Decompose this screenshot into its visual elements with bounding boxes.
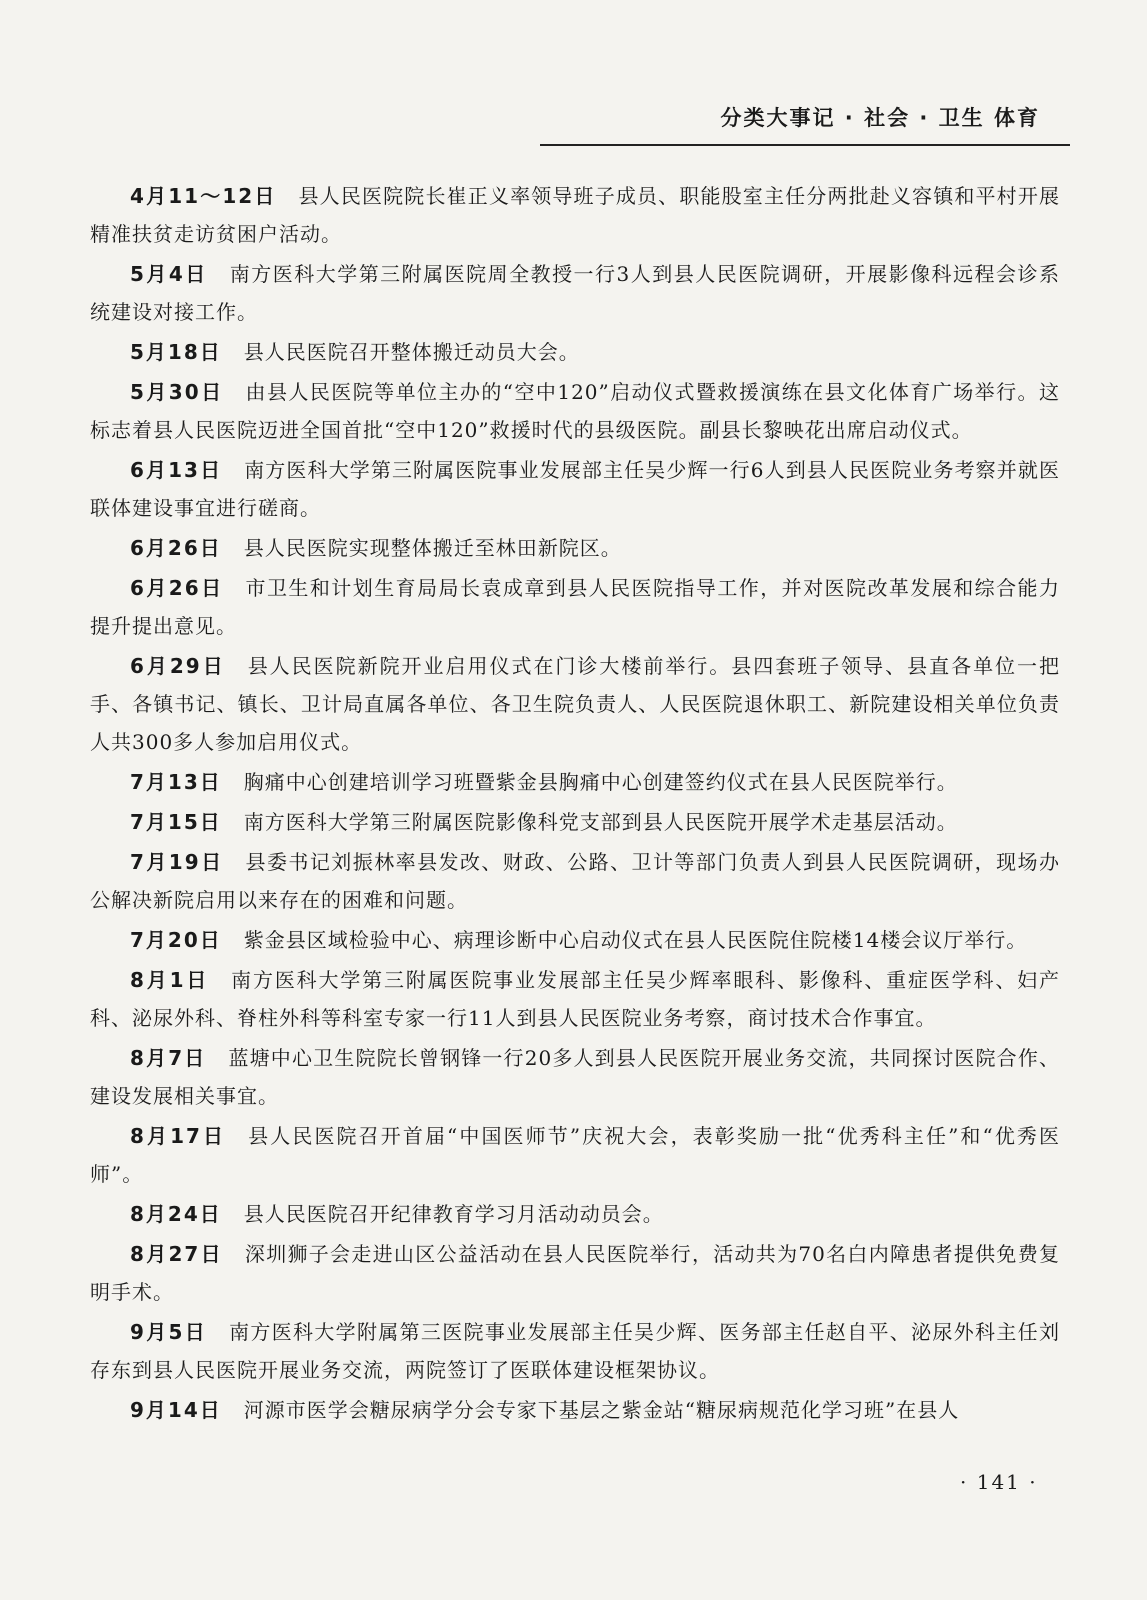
event-text: 胸痛中心创建培训学习班暨紫金县胸痛中心创建签约仪式在县人民医院举行。	[243, 770, 958, 794]
event-entry	[90, 961, 1060, 1037]
event-date: 6月26日	[130, 576, 224, 600]
event-date: 7月15日	[130, 810, 222, 834]
event-text: 南方医科大学第三附属医院事业发展部主任吴少辉一行6人到县人民医院业务考察并就医联体建设事宜进行磋商。	[90, 458, 1060, 520]
event-text: 县人民医院新院开业启用仪式在门诊大楼前举行。县四套班子领导、县直各单位一把手、各镇书记、镇长、卫计局直属各单位、各卫生院负责人、人民医院退休职工、新院建设相关单位负责人共300多人参加启用仪式。	[90, 654, 1061, 754]
event-text: 县人民医院院长崔正义率领导班子成员、职能股室主任分两批赴义容镇和平村开展精准扶贫走访贫困户活动。	[90, 184, 1060, 246]
event-text: 县人民医院召开整体搬迁动员大会。	[243, 340, 580, 364]
event-date: 7月20日	[130, 928, 222, 952]
event-entry	[90, 1117, 1060, 1193]
event-text: 南方医科大学第三附属医院影像科党支部到县人民医院开展学术走基层活动。	[243, 810, 958, 834]
event-entry	[90, 1195, 1060, 1233]
event-date: 8月27日	[130, 1242, 223, 1266]
event-date: 7月19日	[130, 850, 224, 874]
event-entry	[90, 803, 1060, 841]
event-date: 4月11～12日	[130, 184, 277, 208]
event-date: 6月29日	[130, 654, 226, 678]
event-entry	[90, 451, 1060, 527]
event-text: 南方医科大学第三附属医院事业发展部主任吴少辉率眼科、影像科、重症医学科、妇产科、泌尿外科、脊柱外科等科室专家一行11人到县人民医院业务考察，商讨技术合作事宜。	[90, 968, 1060, 1030]
event-entry	[90, 333, 1060, 371]
event-date: 6月13日	[130, 458, 223, 482]
event-entry	[90, 569, 1060, 645]
event-date: 9月5日	[130, 1320, 208, 1344]
event-date: 9月14日	[130, 1398, 222, 1422]
event-entry	[90, 1039, 1060, 1115]
event-text: 河源市医学会糖尿病学分会专家下基层之紫金站“糖尿病规范化学习班”在县人	[243, 1398, 960, 1422]
event-text: 深圳狮子会走进山区公益活动在县人民医院举行，活动共为70名白内障患者提供免费复明手术。	[90, 1242, 1061, 1304]
event-entry	[90, 1235, 1060, 1311]
event-entry	[90, 255, 1060, 331]
running-header-title: 分类大事记 · 社会 · 卫生 体育	[720, 106, 1040, 130]
event-entry	[90, 1391, 1060, 1429]
event-text: 蓝塘中心卫生院院长曾钢锋一行20多人到县人民医院开展业务交流，共同探讨医院合作、建设发展相关事宜。	[90, 1046, 1060, 1108]
event-date: 8月24日	[130, 1202, 222, 1226]
running-header	[540, 86, 1070, 146]
event-text: 南方医科大学附属第三医院事业发展部主任吴少辉、医务部主任赵自平、泌尿外科主任刘存东到县人民医院开展业务交流，两院签订了医联体建设框架协议。	[90, 1320, 1060, 1382]
event-text: 由县人民医院等单位主办的“空中120”启动仪式暨救援演练在县文化体育广场举行。这标志着县人民医院迈进全国首批“空中120”救援时代的县级医院。副县长黎映花出席启动仪式。	[90, 380, 1061, 442]
event-text: 紫金县区域检验中心、病理诊断中心启动仪式在县人民医院住院楼14楼会议厅举行。	[243, 928, 1028, 952]
event-text: 县委书记刘振林率县发改、财政、公路、卫计等部门负责人到县人民医院调研，现场办公解决新院启用以来存在的困难和问题。	[90, 850, 1061, 912]
event-date: 5月18日	[130, 340, 222, 364]
event-text: 县人民医院召开纪律教育学习月活动动员会。	[243, 1202, 664, 1226]
event-date: 8月1日	[130, 968, 210, 992]
event-date: 8月7日	[130, 1046, 207, 1070]
event-entry	[90, 921, 1060, 959]
event-entry	[90, 1313, 1060, 1389]
event-text: 南方医科大学第三附属医院周全教授一行3人到县人民医院调研，开展影像科远程会诊系统建设对接工作。	[90, 262, 1060, 324]
event-text: 县人民医院召开首届“中国医师节”庆祝大会，表彰奖励一批“优秀科主任”和“优秀医师”。	[90, 1124, 1061, 1186]
header-rule	[540, 144, 1070, 146]
event-date: 6月26日	[130, 536, 222, 560]
event-entry	[90, 843, 1060, 919]
event-entry	[90, 647, 1060, 761]
event-list	[90, 177, 1060, 1431]
event-entry	[90, 177, 1060, 253]
event-date: 5月30日	[130, 380, 224, 404]
event-date: 8月17日	[130, 1124, 227, 1148]
event-entry	[90, 763, 1060, 801]
event-entry	[90, 373, 1060, 449]
event-entry	[90, 529, 1060, 567]
event-date: 5月4日	[130, 262, 208, 286]
page-number: · 141 ·	[960, 1470, 1038, 1494]
event-text: 市卫生和计划生育局局长袁成章到县人民医院指导工作，并对医院改革发展和综合能力提升提出意见。	[90, 576, 1061, 638]
event-date: 7月13日	[130, 770, 222, 794]
event-text: 县人民医院实现整体搬迁至林田新院区。	[243, 536, 622, 560]
